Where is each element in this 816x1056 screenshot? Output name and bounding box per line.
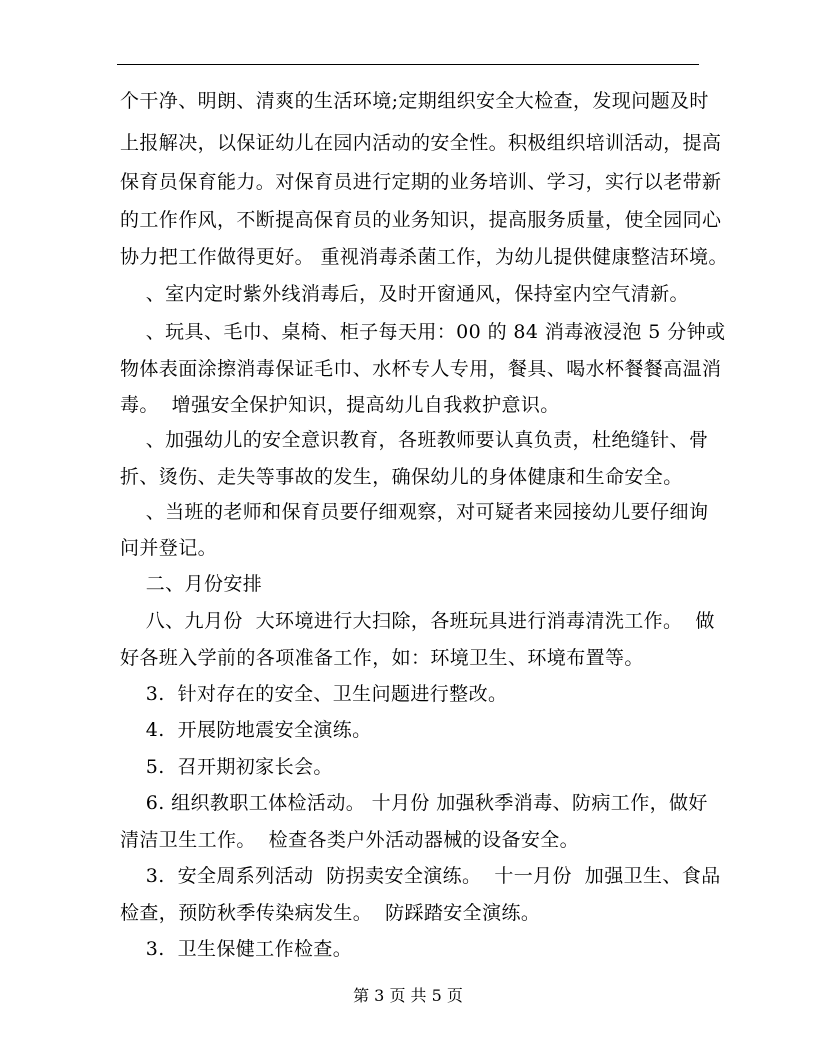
body-line: 5. 召开期初家长会。: [120, 756, 333, 778]
header-rule: [117, 64, 699, 65]
body-line: 、加强幼儿的安全意识教育，各班教师要认真负责，杜绝缝针、骨: [120, 429, 709, 451]
body-line: 检查，预防秋季传染病发生。 防踩踏安全演练。: [120, 902, 541, 924]
body-line: 八、九月份 大环境进行大扫除，各班玩具进行消毒清洗工作。 做: [120, 610, 715, 632]
body-line: 4. 开展防地震安全演练。: [120, 719, 372, 741]
body-line: 保育员保育能力。对保育员进行定期的业务培训、学习，实行以老带新: [120, 171, 722, 193]
body-line: 个干净、明朗、清爽的生活环境;定期组织安全大检查，发现问题及时: [120, 90, 709, 112]
body-line: 物体表面涂擦消毒保证毛巾、水杯专人专用，餐具、喝水杯餐餐高温消: [120, 358, 722, 380]
body-line: 毒。 增强安全保护知识，提高幼儿自我救护意识。: [120, 394, 560, 416]
body-line: 6. 组织教职工体检活动。 十月份 加强秋季消毒、防病工作，做好: [120, 792, 708, 814]
body-line: 、当班的老师和保育员要仔细观察，对可疑者来园接幼儿要仔细询: [120, 501, 709, 523]
body-line: 好各班入学前的各项准备工作，如：环境卫生、环境布置等。: [120, 647, 644, 669]
body-line: 折、烫伤、走失等事故的发生，确保幼儿的身体健康和生命安全。: [120, 466, 683, 488]
body-line: 协力把工作做得更好。 重视消毒杀菌工作，为幼儿提供健康整洁环境。: [120, 246, 728, 268]
section-heading: 二、月份安排: [120, 573, 263, 595]
body-line: 3. 卫生保健工作检查。: [120, 938, 353, 960]
body-line: 清洁卫生工作。 检查各类户外活动器械的设备安全。: [120, 829, 580, 851]
body-line: 上报解决，以保证幼儿在园内活动的安全性。积极组织培训活动，提高: [120, 132, 722, 154]
body-line: 问并登记。: [120, 537, 218, 559]
body-line: 的工作作风，不断提高保育员的业务知识，提高服务质量，使全园同心: [120, 209, 722, 231]
body-line: 3. 针对存在的安全、卫生问题进行整改。: [120, 683, 508, 705]
page-number: 第 3 页 共 5 页: [353, 986, 463, 1005]
body-line: 3. 安全周系列活动 防拐卖安全演练。 十一月份 加强卫生、食品: [120, 865, 721, 887]
body-line: 、玩具、毛巾、桌椅、柜子每天用：00 的 84 消毒液浸泡 5 分钟或: [120, 321, 726, 343]
body-line: 、室内定时紫外线消毒后，及时开窗通风，保持室内空气清新。: [120, 283, 689, 305]
